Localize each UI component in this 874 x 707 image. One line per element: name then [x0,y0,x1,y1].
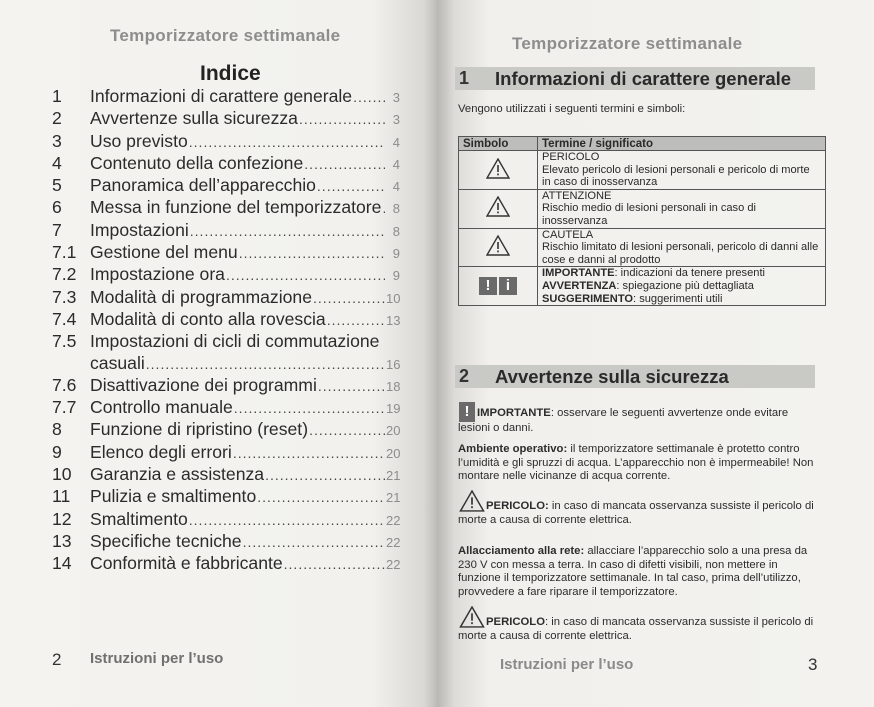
toc-item [52,131,400,153]
section-1-title: Informazioni di carattere generale [495,67,792,89]
toc-item-page: 8 [392,223,400,239]
right-page-header: Temporizzatore settimanale [512,34,743,53]
rete-paragraph [458,545,814,599]
toc-item-number: 7 [52,219,62,240]
toc-item-title: Panoramica dell’apparecchio [90,175,316,196]
toc-item [52,108,400,130]
toc-item-page: 22 [386,557,401,573]
toc-item [52,553,400,575]
toc-title: Indice [200,62,261,85]
toc-item [52,397,400,419]
toc-item-page: 3 [392,90,400,105]
toc-item-title: Contenuto della confezione [90,152,304,173]
toc-leader-dots [313,288,385,309]
toc-item [52,309,400,331]
toc-item [52,86,400,108]
toc-item-title: Impostazione ora [90,264,225,285]
toc-item [52,242,400,264]
toc-item-number: 7.6 [52,374,77,395]
toc-item-number: 7.3 [52,286,77,307]
toc-item-number: 5 [52,175,62,196]
table-row [459,151,826,190]
toc-leader-dots [146,354,385,375]
toc-item-title: Pulizia e smaltimento [90,486,257,507]
toc-item-number: 7.5 [52,331,77,352]
toc-item [52,531,400,553]
toc-item-title: Smaltimento [90,508,188,529]
table-header-row [459,137,826,151]
toc-item-number: 3 [52,130,62,151]
toc-item-title: Impostazioni di cicli di commutazione [90,331,380,352]
toc-item [52,419,400,441]
toc-item-title: Disattivazione dei programmi [90,374,317,395]
rete-label: Allacciamento alla rete: [458,545,585,557]
toc-leader-dots [353,87,385,108]
toc-item-number: 7.2 [52,264,77,285]
important-note [458,402,814,436]
danger-note-2 [458,606,814,643]
toc-leader-dots [382,198,385,219]
danger-note-1 [458,490,814,527]
important-label: IMPORTANTE [477,407,551,419]
toc-item-page: 20 [386,423,401,439]
toc-item-page: 9 [392,268,400,284]
toc-item [52,197,400,219]
toc-leader-dots [299,109,385,130]
toc-item-number: 12 [52,508,72,529]
toc-leader-dots [284,554,385,575]
term-pericolo: PERICOLO [542,151,600,163]
toc-item-title: Uso previsto [90,130,188,151]
term-attenzione: ATTENZIONE [542,189,612,202]
toc-leader-dots [309,420,385,441]
label-importante: IMPORTANTE [542,267,615,280]
table-header-term: Termine / significato [538,137,826,151]
ambiente-text: il temporizzatore settimanale è protetto contro l’umidità e gli spruzzi di acqua. L’apparecchio non è impermeabile! Non montare nelle vicinanze di acqua corrente. [458,443,814,482]
exclamation-icon: ! [459,402,475,422]
toc-item-title: Conformità e fabbricante [90,553,283,574]
rete-text: allacciare l’apparecchio solo a una presa da 230 V con messa a terra. In caso di difetti visibili, non mettere in funzione il temporizzatore settimanale. In tal caso, prima dell’utilizzo, provvedere a fare riparare il temporizzatore. [458,545,808,598]
toc-item [52,486,400,508]
important-text: : osservare le seguenti avvertenze onde evitare lesioni o danni. [458,407,789,434]
toc-item-page: 16 [386,356,401,372]
toc-item-page: 8 [392,201,400,217]
right-page-number: 3 [808,655,818,674]
toc-item-title-cont: casuali [90,352,145,373]
toc-item-page: 18 [386,378,401,394]
exclamation-icon: ! [479,277,497,295]
toc-leader-dots [234,398,385,419]
toc-item-title: Specifiche tecniche [90,530,242,551]
toc-item-continuation [52,353,400,375]
toc-item-number: 7.4 [52,308,77,329]
toc-leader-dots [189,510,385,531]
toc-leader-dots [265,465,385,486]
toc-item-title: Controllo manuale [90,397,233,418]
danger1-label: PERICOLO: [486,500,549,512]
toc-item-number: 1 [52,86,62,106]
toc-item-number: 6 [52,197,62,218]
label-avvertenza: AVVERTENZA [542,279,617,292]
toc-item-number: 13 [52,530,72,551]
text-avvertenza: : spiegazione più dettagliata [616,279,754,292]
toc-item [52,375,400,397]
warning-triangle-icon [458,606,486,628]
toc-item-page: 10 [386,290,401,306]
symbols-table [458,136,826,306]
left-page-number: 2 [52,650,62,669]
toc-leader-dots [190,221,385,242]
table-row [459,228,826,267]
desc-attenzione: Rischio medio di lesioni personali in caso di inosservanza [542,202,756,227]
toc-item-number: 4 [52,152,62,173]
toc-leader-dots [239,243,385,264]
toc-leader-dots [327,310,385,331]
right-page-footer: Istruzioni per l’uso [500,656,634,673]
toc-item-number: 7.7 [52,397,77,418]
toc-item-page: 13 [386,312,401,328]
warning-triangle-icon [486,196,510,217]
toc-item [52,287,400,309]
toc-item-title: Messa in funzione del temporizzatore [90,197,382,218]
toc-item-page: 4 [392,179,400,195]
toc-item-title: Elenco degli errori [90,441,232,462]
info-icon: i [499,277,517,295]
table-header-symbol: Simbolo [459,137,538,151]
toc-item-page: 9 [392,246,400,262]
table-row [459,189,826,228]
toc-leader-dots [317,176,385,197]
toc-leader-dots [233,443,385,464]
toc-leader-dots [257,487,385,508]
desc-pericolo: Elevato pericolo di lesioni personali e pericolo di morte in caso di inosservanza [542,163,810,189]
toc-item-title: Modalità di programmazione [90,286,312,307]
toc-item-page: 19 [386,401,401,417]
table-row [459,267,826,306]
section-2-heading [455,365,815,388]
danger1-text: in caso di mancata osservanza sussiste il pericolo di morte a causa di corrente elettrica. [458,500,814,526]
warning-triangle-icon [458,490,486,512]
text-importante: : indicazioni da tenere presenti [614,267,765,280]
toc-item-number: 2 [52,108,62,129]
toc-item-page: 21 [386,468,401,484]
toc-item [52,220,400,242]
toc-item-number: 8 [52,419,62,440]
left-page-footer: Istruzioni per l’uso [90,650,224,667]
toc-item-title: Garanzia e assistenza [90,464,265,485]
toc-item-page: 22 [386,534,401,550]
toc-item [52,509,400,531]
toc-item-title: Gestione del menu [90,242,238,263]
ambiente-paragraph [458,443,814,484]
text-suggerimento: : suggerimenti utili [633,292,723,305]
toc-item [52,153,400,175]
toc-item [52,264,400,286]
toc-item-title: Avvertenze sulla sicurezza [90,108,298,129]
section-2-title: Avvertenze sulla sicurezza [495,365,729,387]
toc-leader-dots [318,376,385,397]
toc-item-page: 21 [386,490,401,506]
section-1-number: 1 [459,68,470,88]
toc-leader-dots [304,154,385,175]
toc-item-title: Funzione di ripristino (reset) [90,419,309,440]
danger2-label: PERICOLO [486,616,545,628]
toc-item-number: 9 [52,441,62,462]
toc-item-number: 11 [52,486,71,507]
toc-leader-dots [243,532,385,553]
toc-item [52,442,400,464]
toc-item-number: 10 [52,464,72,485]
toc-item-number: 14 [52,553,72,574]
toc-item [52,331,400,352]
section-2-number: 2 [459,366,470,386]
toc-item-page: 3 [392,112,400,128]
term-cautela: CAUTELA [542,228,594,241]
toc-item [52,175,400,197]
section-1-heading [455,67,815,90]
toc-item-title: Impostazioni [90,219,189,240]
table-of-contents [52,86,400,576]
toc-item-page: 22 [386,512,401,528]
warning-triangle-icon [486,235,510,256]
toc-leader-dots [226,265,385,286]
intro-text: Vengono utilizzati i seguenti termini e simboli: [458,103,686,115]
ambiente-label: Ambiente operativo: [458,443,568,455]
toc-item-title: Informazioni di carattere generale [90,86,353,106]
desc-cautela: Rischio limitato di lesioni personali, pericolo di danni alle cose e danni al prodotto [542,241,819,266]
label-suggerimento: SUGGERIMENTO [542,292,634,305]
toc-item-page: 4 [392,134,400,150]
toc-leader-dots [189,132,385,153]
danger2-text: : in caso di mancata osservanza sussiste il pericolo di morte a causa di corrente elettrica. [458,616,814,642]
toc-item-page: 20 [386,445,401,461]
warning-triangle-icon [486,158,510,179]
toc-item [52,464,400,486]
toc-item-number: 7.1 [52,242,77,263]
toc-item-title: Modalità di conto alla rovescia [90,308,326,329]
left-page-header: Temporizzatore settimanale [110,26,341,45]
toc-item-page: 4 [392,156,400,172]
